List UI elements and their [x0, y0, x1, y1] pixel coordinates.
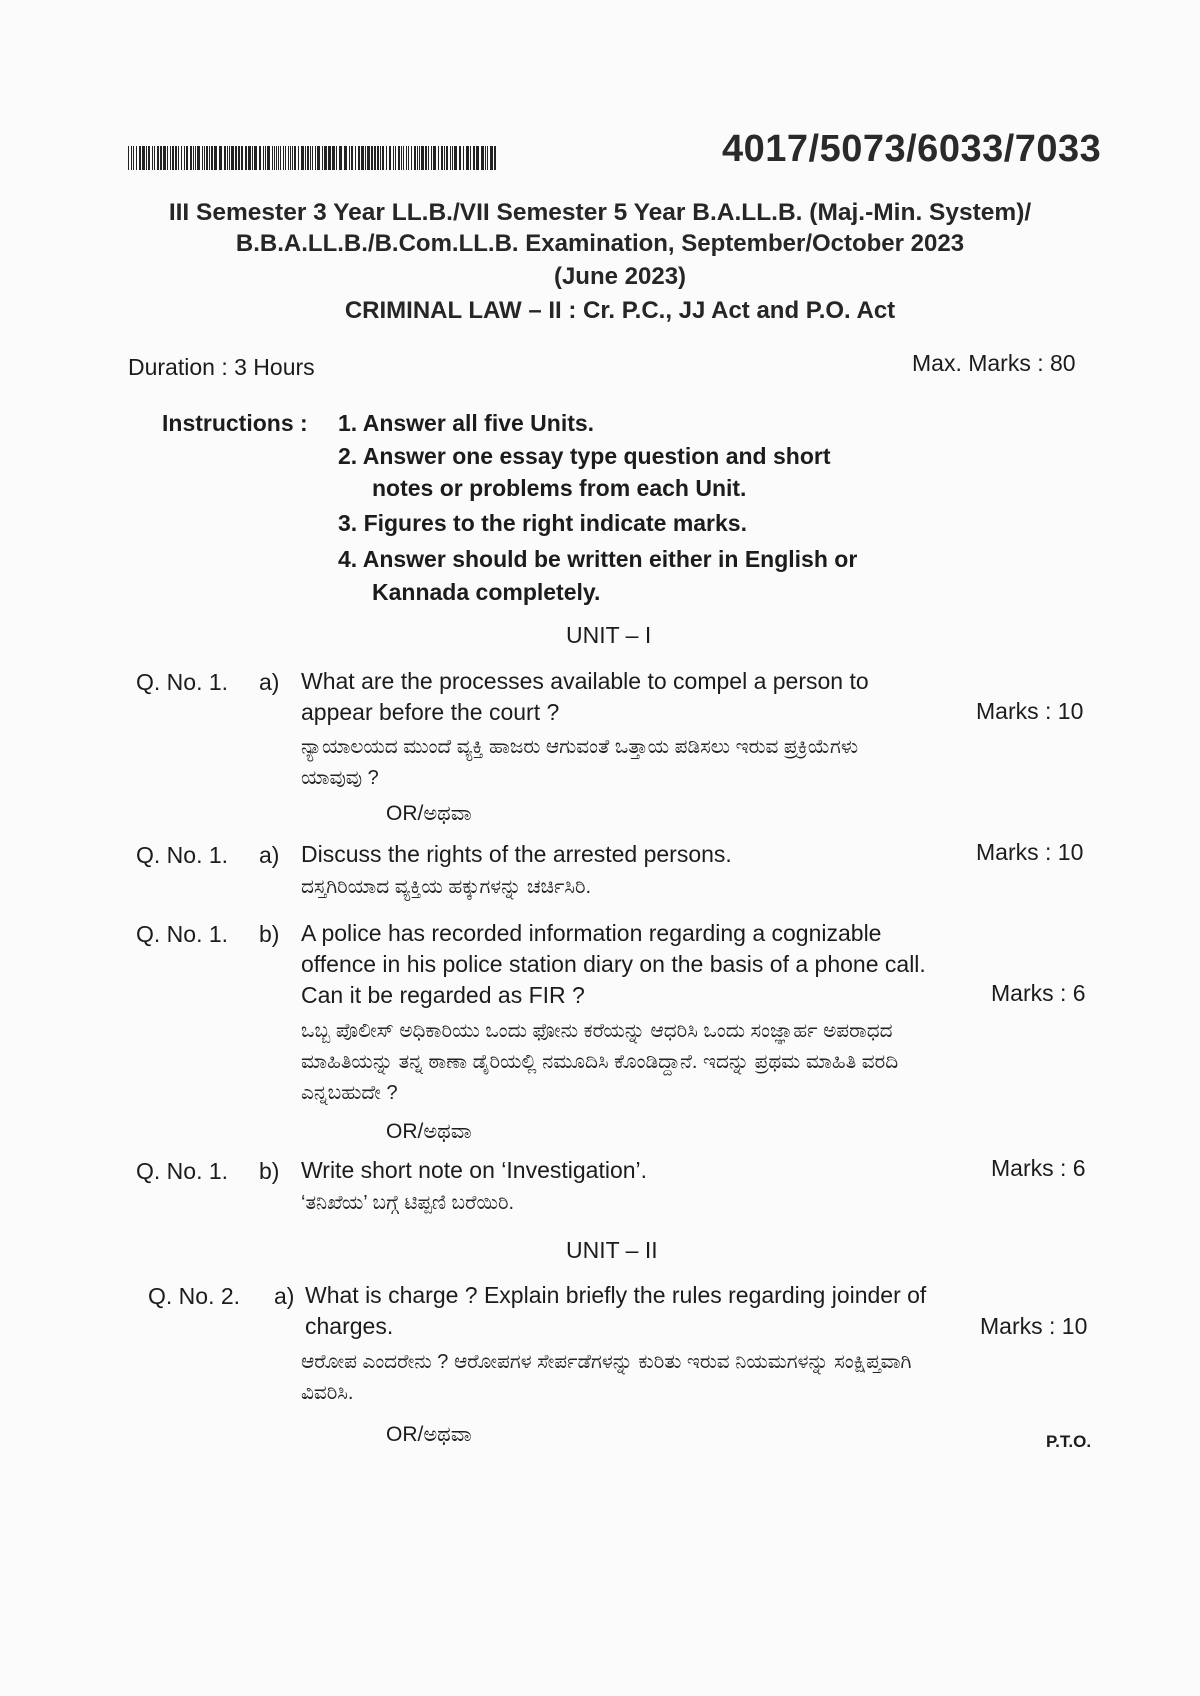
barcode-bar: [377, 146, 379, 170]
barcode-bar: [272, 146, 273, 170]
question-part: b): [259, 921, 280, 947]
barcode-bar: [305, 146, 306, 170]
barcode-bar: [417, 146, 418, 170]
barcode-bar: [463, 146, 464, 170]
barcode-bar: [349, 146, 350, 170]
question-part: a): [259, 669, 280, 695]
question-number: Q. No. 1.: [136, 1158, 229, 1184]
barcode-bar: [438, 146, 439, 170]
question-marks: Marks : 10: [976, 698, 1084, 724]
barcode-bar: [361, 146, 364, 170]
barcode-bar: [494, 146, 496, 170]
instruction-item: 1. Answer all five Units.: [338, 410, 595, 436]
barcode-bar: [452, 146, 453, 170]
page-turn-over: P.T.O.: [1046, 1432, 1092, 1451]
question-part: a): [274, 1283, 295, 1309]
barcode-bar: [248, 146, 251, 170]
question-number: Q. No. 1.: [136, 669, 229, 695]
exam-title-line-1: III Semester 3 Year LL.B./VII Semester 5 Year B.A.LL.B. (Maj.-Min. System)/: [168, 199, 1032, 226]
question-marks: Marks : 10: [980, 1313, 1088, 1339]
barcode-bar: [229, 146, 230, 170]
barcode-bar: [274, 146, 275, 170]
question-text: What are the processes available to compel a person to appear before the court ?: [301, 668, 869, 725]
barcode-bar: [294, 146, 296, 170]
barcode-bar: [414, 146, 416, 170]
unit-heading: UNIT – I: [566, 622, 652, 648]
barcode-bar: [235, 146, 237, 170]
barcode-bar: [421, 146, 424, 170]
barcode-bar: [441, 146, 443, 170]
or-separator: OR/ಅಥವಾ: [386, 802, 472, 825]
max-marks: Max. Marks : 80: [912, 350, 1076, 376]
barcode-bar: [310, 146, 311, 170]
barcode-bar: [288, 146, 289, 170]
barcode-bar: [195, 146, 196, 170]
barcode-bar: [332, 146, 335, 170]
barcode-bar: [245, 146, 247, 170]
barcode-bar: [190, 146, 192, 170]
barcode-bar: [398, 146, 400, 170]
barcode-bar: [167, 146, 168, 170]
barcode-bar: [355, 146, 356, 170]
barcode-bar: [267, 146, 270, 170]
barcode-bar: [395, 146, 396, 170]
barcode-bar: [292, 146, 293, 170]
barcode-bar: [371, 146, 373, 170]
barcode-bar: [231, 146, 234, 170]
barcode: [128, 146, 500, 170]
barcode-bar: [403, 146, 404, 170]
barcode-bar: [285, 146, 286, 170]
barcode-bar: [433, 146, 436, 170]
barcode-bar: [265, 146, 266, 170]
barcode-bar: [481, 146, 484, 170]
barcode-bar: [454, 146, 457, 170]
barcode-bar: [401, 146, 402, 170]
or-separator: OR/ಅಥವಾ: [386, 1120, 472, 1143]
barcode-bar: [470, 146, 471, 170]
duration: Duration : 3 Hours: [128, 354, 315, 380]
barcode-bar: [450, 146, 451, 170]
barcode-bar: [380, 146, 381, 170]
barcode-bar: [406, 146, 407, 170]
question-number: Q. No. 2.: [148, 1283, 241, 1309]
barcode-bar: [365, 146, 366, 170]
barcode-bar: [276, 146, 277, 170]
barcode-bar: [139, 146, 141, 170]
barcode-bar: [431, 146, 432, 170]
instruction-item: Kannada completely.: [372, 579, 601, 605]
barcode-bar: [476, 146, 479, 170]
barcode-bar: [157, 146, 159, 170]
barcode-bar: [280, 146, 281, 170]
barcode-bar: [209, 146, 210, 170]
barcode-bar: [186, 146, 188, 170]
barcode-bar: [411, 146, 412, 170]
instruction-item: 3. Figures to the right indicate marks.: [338, 510, 747, 536]
barcode-bar: [238, 146, 240, 170]
barcode-bar: [172, 146, 174, 170]
instruction-item: 4. Answer should be written either in English or: [338, 546, 858, 572]
question-text: What is charge ? Explain briefly the rules regarding joinder of charges.: [305, 1282, 927, 1339]
subject-title: CRIMINAL LAW – II : Cr. P.C., JJ Act and P.O. Act: [344, 297, 896, 324]
question-part: a): [259, 842, 280, 868]
barcode-bar: [219, 146, 222, 170]
question-marks: Marks : 6: [991, 1155, 1086, 1181]
barcode-bar: [315, 146, 316, 170]
barcode-bar: [382, 146, 384, 170]
barcode-bar: [358, 146, 360, 170]
exam-title-line-2: B.B.A.LL.B./B.Com.LL.B. Examination, September/October 2023: [235, 230, 965, 257]
barcode-bar: [184, 146, 185, 170]
barcode-bar: [374, 146, 376, 170]
barcode-bar: [444, 146, 445, 170]
barcode-bar: [211, 146, 213, 170]
barcode-bar: [419, 146, 420, 170]
barcode-bar: [312, 146, 313, 170]
question-text-kannada: ಒಬ್ಬ ಪೊಲೀಸ್ ಅಧಿಕಾರಿಯು ಒಂದು ಫೋನು ಕರೆಯನ್ನು ಆಧರಿಸಿ ಒಂದು ಸಂಜ್ಞಾರ್ಹ ಅಪರಾಧದ ಮಾಹಿತಿಯನ್ನು ತನ್ನ ಠಾಣಾ ಡೈರಿಯಲ್ಲಿ ನಮೂದಿಸಿ ಕೊಂಡಿದ್ದಾನೆ. ಇದನ್ನು ಪ್ರಥಮ ಮಾಹಿತಿ ವರದಿ ಎನ್ನಬಹುದೇ ?: [301, 1020, 899, 1104]
barcode-bar: [393, 146, 394, 170]
barcode-bar: [197, 146, 200, 170]
barcode-bar: [336, 146, 337, 170]
barcode-bar: [204, 146, 205, 170]
question-part: b): [259, 1158, 280, 1184]
barcode-bar: [466, 146, 469, 170]
barcode-bar: [446, 146, 448, 170]
barcode-bar: [160, 146, 162, 170]
barcode-bar: [136, 146, 137, 170]
barcode-bar: [301, 146, 304, 170]
question-text: A police has recorded information regarding a cognizable offence in his police station diary on the basis of a phone call. Can it be regarded as FIR ?: [301, 920, 926, 1008]
barcode-bar: [298, 146, 299, 170]
barcode-bar: [322, 146, 323, 170]
barcode-bar: [133, 146, 134, 170]
instruction-item: notes or problems from each Unit.: [372, 475, 747, 501]
barcode-bar: [175, 146, 177, 170]
barcode-bar: [386, 146, 387, 170]
question-text: Discuss the rights of the arrested persons.: [301, 841, 732, 867]
barcode-bar: [206, 146, 208, 170]
barcode-bar: [263, 146, 264, 170]
barcode-bar: [278, 146, 279, 170]
unit-heading: UNIT – II: [566, 1237, 658, 1263]
barcode-bar: [178, 146, 179, 170]
barcode-bar: [181, 146, 182, 170]
question-number: Q. No. 1.: [136, 842, 229, 868]
question-marks: Marks : 6: [991, 980, 1086, 1006]
barcode-bar: [241, 146, 243, 170]
barcode-bar: [428, 146, 429, 170]
barcode-bar: [152, 146, 153, 170]
barcode-bar: [146, 146, 147, 170]
barcode-bar: [307, 146, 309, 170]
barcode-bar: [425, 146, 427, 170]
barcode-bar: [339, 146, 342, 170]
barcode-bar: [328, 146, 331, 170]
or-separator: OR/ಅಥವಾ: [386, 1423, 472, 1446]
question-text-kannada: ದಸ್ತಗಿರಿಯಾದ ವ್ಯಕ್ತಿಯ ಹಕ್ಕುಗಳನ್ನು ಚರ್ಚಿಸಿರಿ.: [301, 876, 592, 898]
question-text-kannada: ‘ತನಿಖೆಯ’ ಬಗ್ಗೆ ಟಿಪ್ಪಣಿ ಬರೆಯಿರಿ.: [301, 1192, 515, 1214]
barcode-bar: [344, 146, 347, 170]
barcode-bar: [259, 146, 261, 170]
exam-title-line-3: (June 2023): [553, 263, 687, 290]
instruction-item: 2. Answer one essay type question and short: [338, 443, 831, 469]
barcode-bar: [254, 146, 257, 170]
barcode-bar: [170, 146, 171, 170]
barcode-bar: [408, 146, 409, 170]
barcode-bar: [367, 146, 370, 170]
barcode-bar: [389, 146, 391, 170]
barcode-bar: [252, 146, 253, 170]
barcode-bar: [202, 146, 203, 170]
barcode-bar: [290, 146, 291, 170]
paper-code: 4017/5073/6033/7033: [722, 128, 1102, 170]
question-text-kannada: ಆರೋಪ ಎಂದರೇನು ? ಆರೋಪಗಳ ಸೇರ್ಪಡೆಗಳನ್ನು ಕುರಿತು ಇರುವ ನಿಯಮಗಳನ್ನು ಸಂಕ್ಷಿಪ್ತವಾಗಿ ವಿವರಿಸಿ.: [301, 1351, 912, 1404]
barcode-bar: [227, 146, 228, 170]
barcode-bar: [214, 146, 217, 170]
barcode-bar: [163, 146, 166, 170]
barcode-bar: [142, 146, 145, 170]
barcode-bar: [128, 146, 129, 170]
barcode-bar: [459, 146, 461, 170]
question-marks: Marks : 10: [976, 839, 1084, 865]
barcode-bar: [154, 146, 155, 170]
instructions-label: Instructions :: [162, 410, 308, 436]
question-number: Q. No. 1.: [136, 921, 229, 947]
barcode-bar: [317, 146, 320, 170]
barcode-bar: [131, 146, 132, 170]
barcode-bar: [473, 146, 475, 170]
barcode-bar: [490, 146, 493, 170]
barcode-bar: [283, 146, 284, 170]
barcode-bar: [193, 146, 194, 170]
question-text: Write short note on ‘Investigation’.: [301, 1157, 648, 1183]
barcode-bar: [485, 146, 486, 170]
barcode-bar: [487, 146, 488, 170]
barcode-bar: [148, 146, 150, 170]
barcode-bar: [324, 146, 327, 170]
barcode-bar: [351, 146, 353, 170]
question-text-kannada: ನ್ಯಾಯಾಲಯದ ಮುಂದೆ ವ್ಯಕ್ತಿ ಹಾಜರು ಆಗುವಂತೆ ಒತ್ತಾಯ ಪಡಿಸಲು ಇರುವ ಪ್ರಕ್ರಿಯೆಗಳು ಯಾವುವು ?: [301, 736, 859, 789]
barcode-bar: [224, 146, 226, 170]
